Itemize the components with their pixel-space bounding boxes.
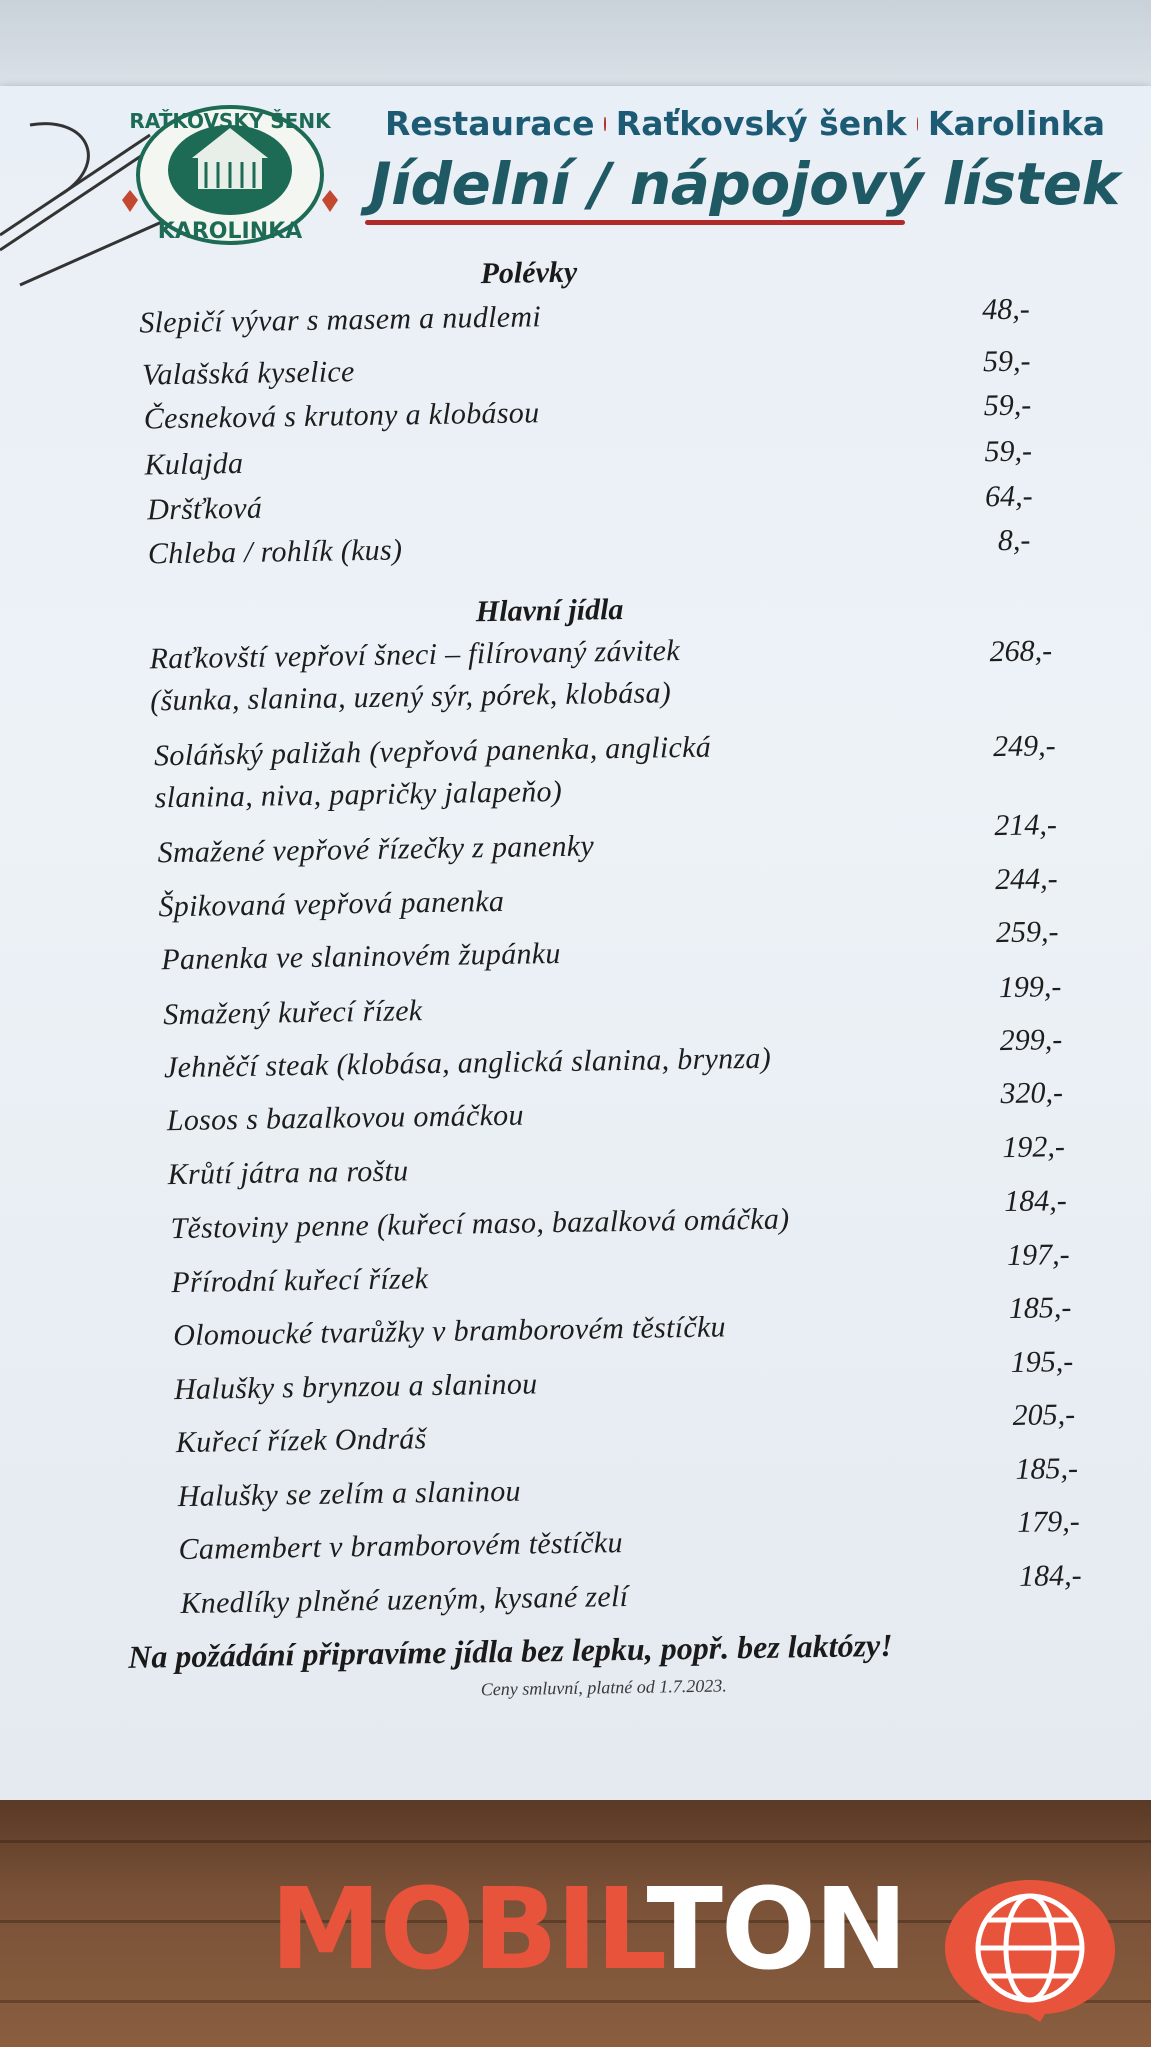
item-price: 192,- [1002, 1130, 1066, 1165]
menu-item [0, 343, 1141, 392]
item-name: Raťkovští vepřoví šneci – filírovaný závitek [149, 634, 681, 676]
menu-item [2, 1076, 1151, 1138]
subtitle-name: Raťkovský šenk [615, 104, 907, 143]
item-price: 249,- [992, 729, 1056, 764]
watermark-text [270, 1860, 906, 2000]
menu-item [0, 915, 1150, 977]
item-name: Dršťková [146, 491, 263, 527]
menu-item [7, 1397, 1151, 1460]
menu-item [6, 1344, 1151, 1407]
subtitle-town: Karolinka [927, 104, 1105, 143]
item-price: 244,- [994, 862, 1058, 897]
item-price: 64,- [984, 479, 1033, 514]
menu-item [0, 724, 1147, 815]
menu-item [0, 291, 1140, 340]
item-name: Halušky se zelím a slaninou [177, 1474, 522, 1514]
menu-item [0, 808, 1148, 870]
item-name: Knedlíky plněné uzeným, kysané zelí [180, 1580, 629, 1621]
item-price: 185,- [1015, 1451, 1079, 1486]
svg-text:KAROLINKA: KAROLINKA [157, 219, 303, 244]
section-title-soups: Polévky [480, 255, 578, 291]
menu-item [5, 1291, 1151, 1353]
item-price: 184,- [1018, 1558, 1082, 1593]
item-price: 259,- [995, 915, 1059, 950]
mobilton-watermark [270, 1860, 1130, 2000]
item-price: 48,- [981, 292, 1030, 327]
item-name: Valašská kyselice [141, 355, 355, 392]
item-name: Česneková s krutony a klobásou [143, 396, 540, 436]
item-name: Losos s bazalkovou omáčkou [166, 1098, 525, 1138]
item-name: Halušky s brynzou a slaninou [173, 1367, 538, 1407]
item-price: 59,- [984, 434, 1033, 469]
item-name: Kulajda [144, 446, 244, 482]
menu-item [0, 970, 1151, 1032]
item-price: 320,- [1000, 1076, 1064, 1111]
item-price: 184,- [1003, 1184, 1067, 1219]
item-name: Jehněčí steak (klobása, anglická slanina, brynza) [163, 1041, 772, 1085]
item-description: slanina, niva, papričky jalapeňo) [154, 774, 563, 815]
item-name: Slepičí vývar s masem a nudlemi [139, 300, 542, 340]
watermark-part2: TON [646, 1865, 906, 1995]
item-price: 59,- [982, 344, 1031, 379]
globe-speech-icon [935, 1872, 1125, 2022]
item-price: 195,- [1010, 1344, 1074, 1379]
item-name: Camembert v bramborovém těstíčku [178, 1526, 624, 1567]
item-name: Těstoviny penne (kuřecí maso, bazalková omáčka) [170, 1202, 790, 1246]
item-price: 179,- [1017, 1504, 1081, 1539]
price-validity-note: Ceny smluvní, platné od 1.7.2023. [480, 1675, 727, 1700]
menu-item [2, 1130, 1151, 1192]
menu-item [3, 1184, 1151, 1246]
menu-item [0, 627, 1145, 718]
menu-item [0, 862, 1149, 924]
item-price: 185,- [1008, 1291, 1072, 1325]
item-name: Špikovaná vepřová panenka [158, 884, 505, 924]
item-name: Smažený kuřecí řízek [162, 994, 423, 1032]
item-price: 197,- [1006, 1238, 1070, 1273]
item-name: Panenka ve slaninovém župánku [161, 936, 561, 977]
item-name: Kuřecí řízek Ondráš [175, 1422, 427, 1460]
item-name: Chleba / rohlík (kus) [147, 533, 403, 571]
item-price: 59,- [983, 388, 1032, 423]
menu-item [8, 1451, 1151, 1514]
item-price: 268,- [989, 634, 1053, 669]
menu-item [9, 1558, 1151, 1621]
section-title-main-dishes: Hlavní jídla [475, 592, 624, 629]
item-price: 299,- [999, 1023, 1063, 1058]
item-price: 214,- [994, 808, 1058, 843]
item-name: Soláňský paližah (vepřová panenka, anglická [153, 730, 712, 773]
item-name: Smažené vepřové řízečky z panenky [157, 829, 595, 870]
dietary-note: Na požádání připravíme jídla bez lepku, popř. bez laktózy! [127, 1626, 893, 1675]
menu-item [1, 1023, 1151, 1085]
subtitle-restaurace: Restaurace [385, 104, 595, 143]
item-name: Olomoucké tvarůžky v bramborovém těstíčku [172, 1310, 727, 1353]
menu-item [8, 1504, 1151, 1567]
item-price: 199,- [998, 970, 1062, 1005]
menu-title: Jídelní / nápojový lístek [370, 150, 1120, 218]
item-name: Krůtí játra na roštu [167, 1154, 409, 1192]
item-price: 205,- [1012, 1397, 1076, 1432]
watermark-part1: MOBIL [270, 1865, 647, 1995]
item-price: 8,- [997, 523, 1031, 558]
menu-item [4, 1238, 1151, 1300]
item-name: Přírodní kuřecí řízek [171, 1262, 429, 1300]
svg-text:RAŤKOVSKÝ ŠENK: RAŤKOVSKÝ ŠENK [129, 109, 331, 133]
item-description: (šunka, slanina, uzený sýr, pórek, klobása) [149, 676, 672, 718]
